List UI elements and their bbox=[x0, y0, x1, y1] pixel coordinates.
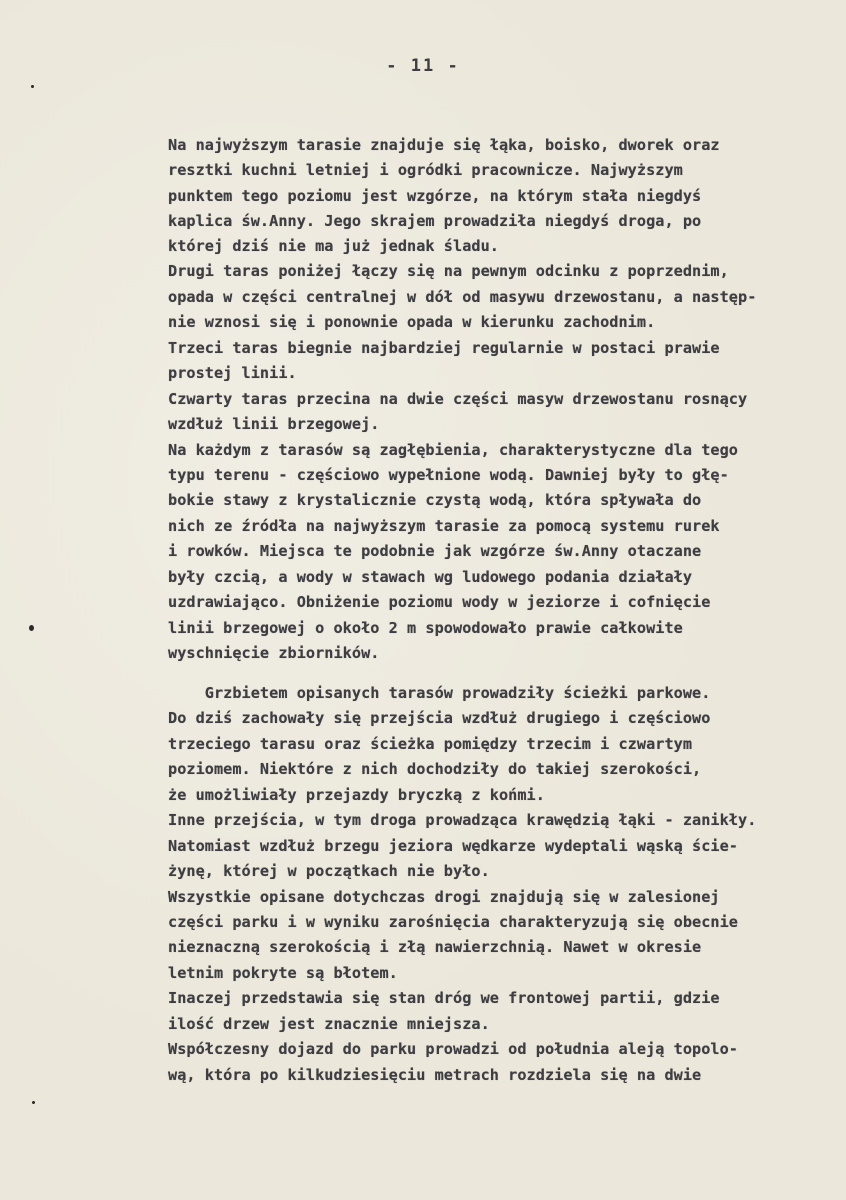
text-line: Inne przejścia, w tym droga prowadząca krawędzią łąki - zanikły. bbox=[168, 811, 757, 829]
text-line: Inaczej przedstawia się stan dróg we frontowej partii, gdzie bbox=[168, 989, 720, 1007]
text-line: były czcią, a wody w stawach wg ludowego podania działały bbox=[168, 568, 693, 586]
text-line: i rowków. Miejsca te podobnie jak wzgórze św.Anny otaczane bbox=[168, 542, 702, 560]
text-line: wzdłuż linii brzegowej. bbox=[168, 415, 380, 433]
text-line: Grzbietem opisanych tarasów prowadziły ścieżki parkowe. bbox=[168, 684, 711, 702]
punch-hole-mark bbox=[29, 625, 34, 631]
text-line: Trzeci taras biegnie najbardziej regularnie w postaci prawie bbox=[168, 339, 720, 357]
text-line: letnim pokryte są błotem. bbox=[168, 964, 398, 982]
text-line: uzdrawiająco. Obniżenie poziomu wody w jeziorze i cofnięcie bbox=[168, 593, 711, 611]
text-line: Na każdym z tarasów są zagłębienia, charakterystyczne dla tego bbox=[168, 441, 739, 459]
text-line: kaplica św.Anny. Jego skrajem prowadziła niegdyś droga, po bbox=[168, 212, 702, 230]
text-line: typu terenu - częściowo wypełnione wodą. Dawniej były to głę- bbox=[168, 466, 729, 484]
text-line: Na najwyższym tarasie znajduje się łąka, boisko, dworek oraz bbox=[168, 136, 720, 154]
text-line: bokie stawy z krystalicznie czystą wodą, która spływała do bbox=[168, 491, 702, 509]
text-line: części parku i w wyniku zarośnięcia charakteryzują się obecnie bbox=[168, 913, 739, 931]
text-line: wą, która po kilkudziesięciu metrach rozdziela się na dwie bbox=[168, 1066, 702, 1084]
text-line: której dziś nie ma już jednak śladu. bbox=[168, 237, 499, 255]
text-line: że umożliwiały przejazdy bryczką z końmi. bbox=[168, 786, 545, 804]
text-line: Do dziś zachowały się przejścia wzdłuż drugiego i częściowo bbox=[168, 709, 711, 727]
text-line: Współczesny dojazd do parku prowadzi od południa aleją topolo- bbox=[168, 1040, 739, 1058]
text-line: Czwarty taras przecina na dwie części masyw drzewostanu rosnący bbox=[168, 390, 748, 408]
page-number: - 11 - bbox=[386, 56, 460, 76]
text-line: punktem tego poziomu jest wzgórze, na którym stała niegdyś bbox=[168, 187, 702, 205]
text-line: ilość drzew jest znacznie mniejsza. bbox=[168, 1015, 490, 1033]
margin-mark bbox=[31, 85, 34, 88]
margin-mark bbox=[32, 1101, 35, 1104]
text-line: Natomiast wzdłuż brzegu jeziora wędkarze wydeptali wąską ście- bbox=[168, 837, 739, 855]
text-line: resztki kuchni letniej i ogródki pracownicze. Najwyższym bbox=[168, 161, 683, 179]
text-line: opada w części centralnej w dół od masywu drzewostanu, a następ- bbox=[168, 288, 757, 306]
text-line: linii brzegowej o około 2 m spowodowało prawie całkowite bbox=[168, 619, 683, 637]
text-line: nie wznosi się i ponownie opada w kierunku zachodnim. bbox=[168, 313, 656, 331]
text-line: prostej linii. bbox=[168, 364, 297, 382]
text-line: wyschnięcie zbiorników. bbox=[168, 644, 380, 662]
text-line: Drugi taras poniżej łączy się na pewnym odcinku z poprzednim, bbox=[168, 262, 729, 280]
text-line: żynę, której w początkach nie było. bbox=[168, 862, 490, 880]
text-line: nieznaczną szerokością i złą nawierzchnią. Nawet w okresie bbox=[168, 938, 702, 956]
text-line: poziomem. Niektóre z nich dochodziły do takiej szerokości, bbox=[168, 760, 702, 778]
text-line: nich ze źródła na najwyższym tarasie za pomocą systemu rurek bbox=[168, 517, 720, 535]
text-line: Wszystkie opisane dotychczas drogi znajdują się w zalesionej bbox=[168, 888, 720, 906]
text-line: trzeciego tarasu oraz ścieżka pomiędzy trzecim i czwartym bbox=[168, 735, 693, 753]
